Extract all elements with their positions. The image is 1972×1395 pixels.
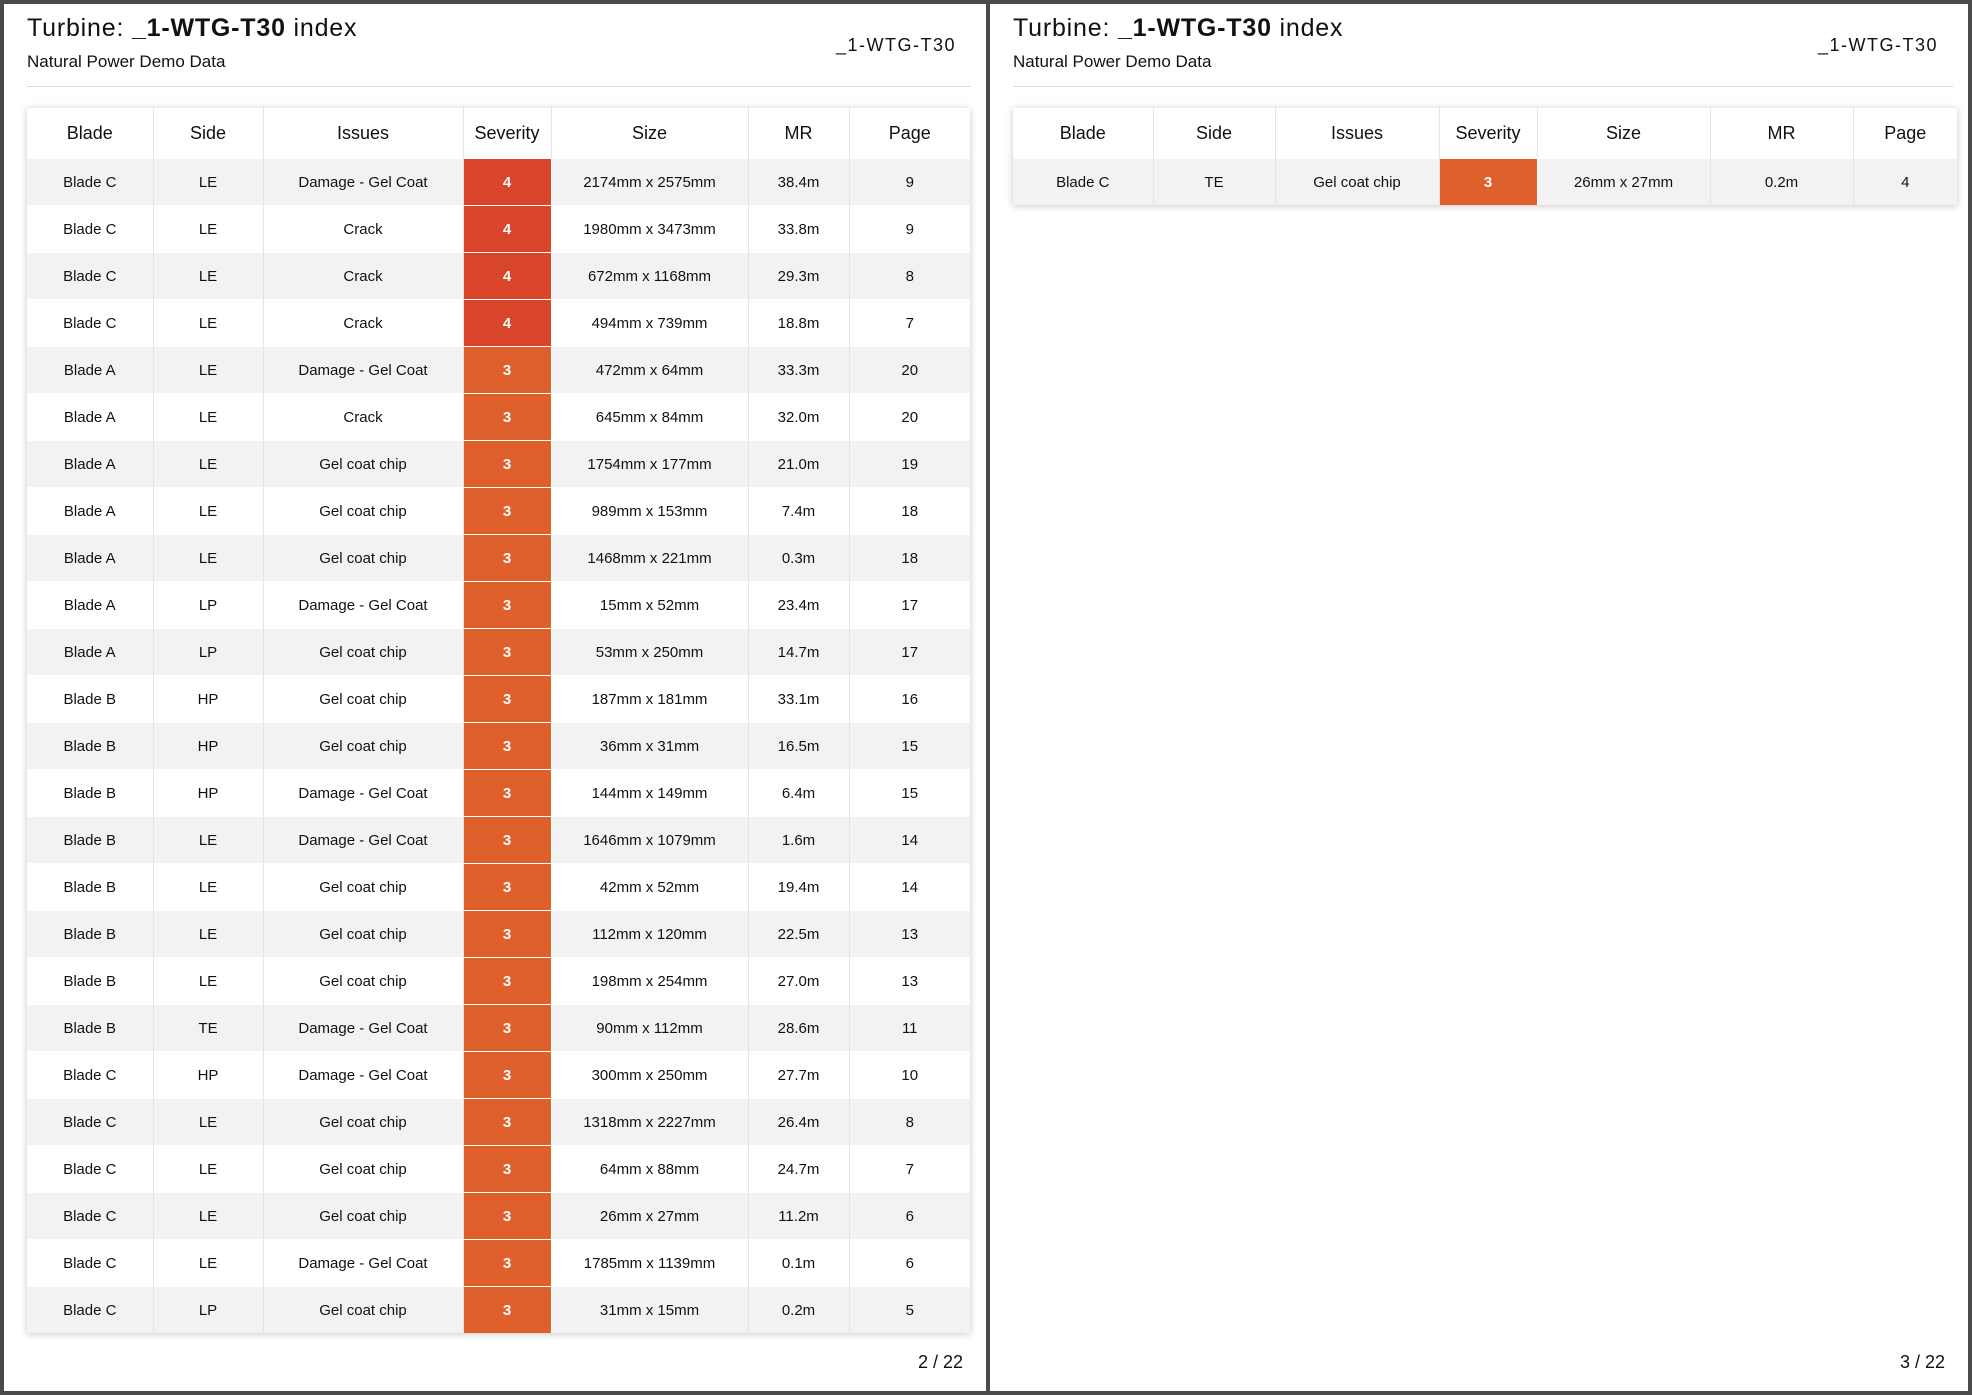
table-row: [27, 206, 970, 253]
blade-cell: Blade C: [27, 1240, 153, 1287]
mr-cell: 24.7m: [748, 1146, 849, 1193]
table-row: [27, 864, 970, 911]
column-header-size: Size: [551, 108, 748, 159]
mr-cell: 23.4m: [748, 582, 849, 629]
blade-cell: Blade B: [27, 676, 153, 723]
page-cell: 4: [1853, 159, 1957, 206]
side-cell: LE: [153, 1146, 263, 1193]
page-cell: 9: [849, 206, 970, 253]
severity-badge: 3: [463, 1005, 551, 1052]
size-cell: 1785mm x 1139mm: [551, 1240, 748, 1287]
page-cell: 20: [849, 347, 970, 394]
blade-cell: Blade A: [27, 394, 153, 441]
blade-cell: Blade A: [27, 582, 153, 629]
column-header-blade: Blade: [1013, 108, 1153, 159]
blade-cell: Blade C: [27, 1146, 153, 1193]
column-header-mr: MR: [1710, 108, 1853, 159]
size-cell: 494mm x 739mm: [551, 300, 748, 347]
blade-cell: Blade C: [27, 1099, 153, 1146]
mr-cell: 6.4m: [748, 770, 849, 817]
size-cell: 2174mm x 2575mm: [551, 159, 748, 206]
mr-cell: 28.6m: [748, 1005, 849, 1052]
page-subtitle: Natural Power Demo Data: [1013, 52, 1212, 71]
column-header-side: Side: [153, 108, 263, 159]
table-row: [27, 488, 970, 535]
size-cell: 672mm x 1168mm: [551, 253, 748, 300]
size-cell: 300mm x 250mm: [551, 1052, 748, 1099]
table-row: [27, 1146, 970, 1193]
mr-cell: 14.7m: [748, 629, 849, 676]
issue-cell: Damage - Gel Coat: [263, 1052, 463, 1099]
size-cell: 1646mm x 1079mm: [551, 817, 748, 864]
issue-cell: Damage - Gel Coat: [263, 1005, 463, 1052]
blade-cell: Blade B: [27, 723, 153, 770]
title-suffix: index: [293, 14, 358, 42]
table-header-row: [27, 108, 970, 159]
blade-cell: Blade C: [27, 1287, 153, 1334]
size-cell: 1318mm x 2227mm: [551, 1099, 748, 1146]
page-cell: 14: [849, 817, 970, 864]
mr-cell: 0.2m: [748, 1287, 849, 1334]
side-cell: LE: [153, 206, 263, 253]
page-subtitle: Natural Power Demo Data: [27, 52, 226, 71]
column-header-issue: Issues: [1275, 108, 1439, 159]
blade-cell: Blade B: [27, 1005, 153, 1052]
size-cell: 645mm x 84mm: [551, 394, 748, 441]
blade-cell: Blade A: [27, 535, 153, 582]
blade-cell: Blade C: [27, 253, 153, 300]
issue-cell: Damage - Gel Coat: [263, 582, 463, 629]
report-page-right: [990, 4, 1968, 1391]
severity-badge: 3: [463, 770, 551, 817]
side-cell: LE: [153, 911, 263, 958]
size-cell: 90mm x 112mm: [551, 1005, 748, 1052]
header-divider: [27, 86, 971, 87]
issues-table-container: [27, 108, 970, 1333]
turbine-id: _1-WTG-T30: [1117, 14, 1272, 42]
severity-badge: 3: [463, 488, 551, 535]
mr-cell: 22.5m: [748, 911, 849, 958]
column-header-severity: Severity: [1439, 108, 1537, 159]
side-cell: LE: [153, 253, 263, 300]
severity-badge: 3: [463, 394, 551, 441]
column-header-page: Page: [849, 108, 970, 159]
page-cell: 16: [849, 676, 970, 723]
mr-cell: 11.2m: [748, 1193, 849, 1240]
severity-badge: 3: [463, 1240, 551, 1287]
table-row: [27, 958, 970, 1005]
severity-badge: 3: [463, 1052, 551, 1099]
page-cell: 8: [849, 253, 970, 300]
size-cell: 198mm x 254mm: [551, 958, 748, 1005]
issue-cell: Damage - Gel Coat: [263, 347, 463, 394]
table-row: [27, 394, 970, 441]
severity-badge: 3: [1439, 159, 1537, 206]
size-cell: 42mm x 52mm: [551, 864, 748, 911]
turbine-code: _1-WTG-T30: [835, 35, 956, 55]
blade-cell: Blade C: [1013, 159, 1153, 206]
blade-cell: Blade C: [27, 300, 153, 347]
size-cell: 26mm x 27mm: [1537, 159, 1710, 206]
page-cell: 14: [849, 864, 970, 911]
issue-cell: Damage - Gel Coat: [263, 159, 463, 206]
column-header-issue: Issues: [263, 108, 463, 159]
issue-cell: Gel coat chip: [263, 488, 463, 535]
blade-cell: Blade A: [27, 347, 153, 394]
side-cell: HP: [153, 676, 263, 723]
page-cell: 11: [849, 1005, 970, 1052]
size-cell: 472mm x 64mm: [551, 347, 748, 394]
severity-badge: 3: [463, 582, 551, 629]
mr-cell: 27.0m: [748, 958, 849, 1005]
mr-cell: 0.2m: [1710, 159, 1853, 206]
size-cell: 26mm x 27mm: [551, 1193, 748, 1240]
table-row: [27, 911, 970, 958]
table-row: [27, 1005, 970, 1052]
side-cell: LE: [153, 394, 263, 441]
column-header-page: Page: [1853, 108, 1957, 159]
severity-badge: 4: [463, 300, 551, 347]
issue-cell: Gel coat chip: [263, 1193, 463, 1240]
size-cell: 112mm x 120mm: [551, 911, 748, 958]
page-cell: 15: [849, 770, 970, 817]
side-cell: HP: [153, 770, 263, 817]
table-row: [27, 1287, 970, 1334]
column-header-side: Side: [1153, 108, 1275, 159]
page-cell: 17: [849, 582, 970, 629]
blade-cell: Blade C: [27, 206, 153, 253]
severity-badge: 4: [463, 159, 551, 206]
size-cell: 989mm x 153mm: [551, 488, 748, 535]
severity-badge: 3: [463, 676, 551, 723]
blade-cell: Blade A: [27, 488, 153, 535]
page-cell: 20: [849, 394, 970, 441]
size-cell: 144mm x 149mm: [551, 770, 748, 817]
blade-cell: Blade B: [27, 864, 153, 911]
side-cell: HP: [153, 1052, 263, 1099]
mr-cell: 1.6m: [748, 817, 849, 864]
severity-badge: 3: [463, 1193, 551, 1240]
issue-cell: Gel coat chip: [263, 958, 463, 1005]
mr-cell: 16.5m: [748, 723, 849, 770]
page-title: [27, 14, 357, 43]
issue-cell: Crack: [263, 253, 463, 300]
side-cell: LE: [153, 300, 263, 347]
issue-cell: Damage - Gel Coat: [263, 817, 463, 864]
size-cell: 31mm x 15mm: [551, 1287, 748, 1334]
title-suffix: index: [1279, 14, 1344, 42]
mr-cell: 33.8m: [748, 206, 849, 253]
side-cell: LE: [153, 1099, 263, 1146]
mr-cell: 38.4m: [748, 159, 849, 206]
page-cell: 9: [849, 159, 970, 206]
mr-cell: 26.4m: [748, 1099, 849, 1146]
table-row: [27, 1099, 970, 1146]
page-cell: 13: [849, 911, 970, 958]
page-cell: 19: [849, 441, 970, 488]
header-divider: [1013, 86, 1953, 87]
table-row: [27, 676, 970, 723]
issues-table: [1013, 108, 1957, 205]
mr-cell: 32.0m: [748, 394, 849, 441]
page-cell: 18: [849, 535, 970, 582]
blade-cell: Blade B: [27, 958, 153, 1005]
table-row: [27, 770, 970, 817]
mr-cell: 21.0m: [748, 441, 849, 488]
issue-cell: Gel coat chip: [263, 535, 463, 582]
issue-cell: Gel coat chip: [263, 864, 463, 911]
mr-cell: 0.3m: [748, 535, 849, 582]
issue-cell: Gel coat chip: [263, 629, 463, 676]
severity-badge: 3: [463, 347, 551, 394]
page-cell: 15: [849, 723, 970, 770]
column-header-size: Size: [1537, 108, 1710, 159]
issue-cell: Gel coat chip: [263, 676, 463, 723]
table-row: [27, 159, 970, 206]
side-cell: LP: [153, 629, 263, 676]
blade-cell: Blade C: [27, 1193, 153, 1240]
size-cell: 1468mm x 221mm: [551, 535, 748, 582]
blade-cell: Blade B: [27, 911, 153, 958]
side-cell: LE: [153, 817, 263, 864]
size-cell: 36mm x 31mm: [551, 723, 748, 770]
page-cell: 17: [849, 629, 970, 676]
severity-badge: 3: [463, 864, 551, 911]
table-row: [27, 535, 970, 582]
issues-table-container: [1013, 108, 1957, 205]
issue-cell: Crack: [263, 206, 463, 253]
severity-badge: 3: [463, 1287, 551, 1334]
severity-badge: 3: [463, 723, 551, 770]
size-cell: 15mm x 52mm: [551, 582, 748, 629]
blade-cell: Blade B: [27, 817, 153, 864]
issue-cell: Crack: [263, 300, 463, 347]
mr-cell: 29.3m: [748, 253, 849, 300]
table-row: [27, 253, 970, 300]
page-cell: 6: [849, 1240, 970, 1287]
blade-cell: Blade B: [27, 770, 153, 817]
column-header-blade: Blade: [27, 108, 153, 159]
side-cell: LE: [153, 347, 263, 394]
size-cell: 187mm x 181mm: [551, 676, 748, 723]
table-row: [27, 582, 970, 629]
side-cell: LE: [153, 159, 263, 206]
size-cell: 1980mm x 3473mm: [551, 206, 748, 253]
table-row: [1013, 159, 1957, 206]
size-cell: 53mm x 250mm: [551, 629, 748, 676]
issue-cell: Gel coat chip: [263, 723, 463, 770]
blade-cell: Blade A: [27, 441, 153, 488]
table-row: [27, 817, 970, 864]
page-cell: 5: [849, 1287, 970, 1334]
mr-cell: 7.4m: [748, 488, 849, 535]
page-title: [1013, 14, 1343, 43]
mr-cell: 27.7m: [748, 1052, 849, 1099]
severity-badge: 3: [463, 1146, 551, 1193]
severity-badge: 4: [463, 253, 551, 300]
issue-cell: Gel coat chip: [263, 441, 463, 488]
mr-cell: 18.8m: [748, 300, 849, 347]
page-cell: 7: [849, 300, 970, 347]
issue-cell: Gel coat chip: [1275, 159, 1439, 206]
size-cell: 64mm x 88mm: [551, 1146, 748, 1193]
page-cell: 8: [849, 1099, 970, 1146]
side-cell: LE: [153, 1193, 263, 1240]
severity-badge: 3: [463, 817, 551, 864]
title-prefix: Turbine:: [27, 14, 125, 42]
side-cell: LE: [153, 864, 263, 911]
blade-cell: Blade C: [27, 159, 153, 206]
side-cell: LE: [153, 958, 263, 1005]
severity-badge: 4: [463, 206, 551, 253]
issue-cell: Damage - Gel Coat: [263, 770, 463, 817]
turbine-code: _1-WTG-T30: [1817, 35, 1938, 55]
page-cell: 10: [849, 1052, 970, 1099]
mr-cell: 33.3m: [748, 347, 849, 394]
column-header-severity: Severity: [463, 108, 551, 159]
side-cell: LP: [153, 582, 263, 629]
page-number: 3 / 22: [1899, 1352, 1945, 1372]
side-cell: LP: [153, 1287, 263, 1334]
issues-table: [27, 108, 970, 1333]
severity-badge: 3: [463, 1099, 551, 1146]
severity-badge: 3: [463, 535, 551, 582]
side-cell: LE: [153, 488, 263, 535]
issue-cell: Gel coat chip: [263, 1146, 463, 1193]
issue-cell: Gel coat chip: [263, 911, 463, 958]
blade-cell: Blade C: [27, 1052, 153, 1099]
mr-cell: 0.1m: [748, 1240, 849, 1287]
page-cell: 7: [849, 1146, 970, 1193]
report-page-left: [4, 4, 986, 1391]
page-cell: 13: [849, 958, 970, 1005]
table-row: [27, 1052, 970, 1099]
mr-cell: 33.1m: [748, 676, 849, 723]
side-cell: LE: [153, 535, 263, 582]
size-cell: 1754mm x 177mm: [551, 441, 748, 488]
mr-cell: 19.4m: [748, 864, 849, 911]
severity-badge: 3: [463, 629, 551, 676]
severity-badge: 3: [463, 911, 551, 958]
issue-cell: Gel coat chip: [263, 1099, 463, 1146]
title-prefix: Turbine:: [1013, 14, 1111, 42]
turbine-id: _1-WTG-T30: [131, 14, 286, 42]
column-header-mr: MR: [748, 108, 849, 159]
side-cell: LE: [153, 441, 263, 488]
table-row: [27, 629, 970, 676]
issue-cell: Gel coat chip: [263, 1287, 463, 1334]
side-cell: HP: [153, 723, 263, 770]
issue-cell: Damage - Gel Coat: [263, 1240, 463, 1287]
table-row: [27, 347, 970, 394]
severity-badge: 3: [463, 958, 551, 1005]
table-row: [27, 1193, 970, 1240]
table-row: [27, 723, 970, 770]
table-row: [27, 441, 970, 488]
side-cell: TE: [1153, 159, 1275, 206]
page-cell: 6: [849, 1193, 970, 1240]
page-cell: 18: [849, 488, 970, 535]
severity-badge: 3: [463, 441, 551, 488]
table-row: [27, 300, 970, 347]
issue-cell: Crack: [263, 394, 463, 441]
page-number: 2 / 22: [917, 1352, 963, 1372]
table-row: [27, 1240, 970, 1287]
side-cell: TE: [153, 1005, 263, 1052]
blade-cell: Blade A: [27, 629, 153, 676]
table-header-row: [1013, 108, 1957, 159]
side-cell: LE: [153, 1240, 263, 1287]
